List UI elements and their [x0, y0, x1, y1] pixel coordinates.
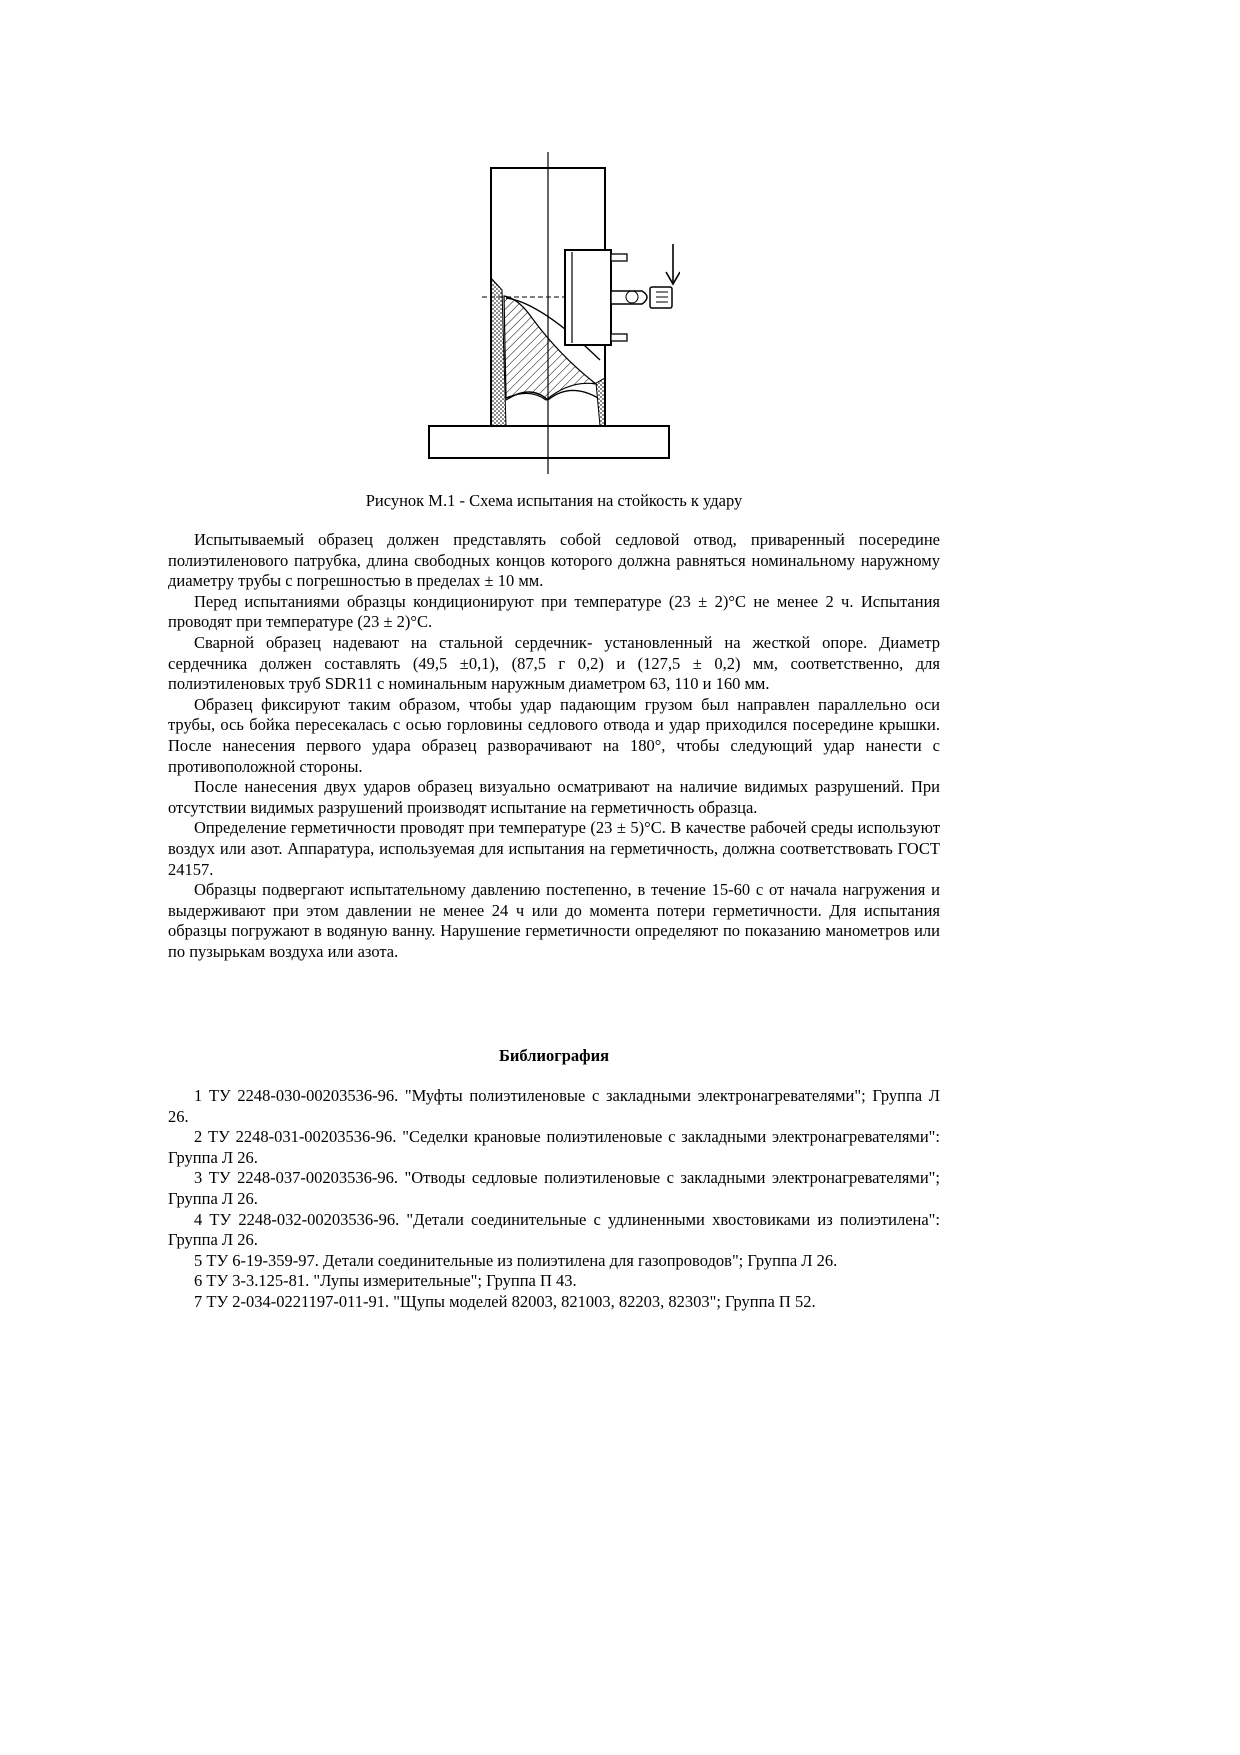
paragraph: Испытываемый образец должен представлять собой седловой отвод, приваренный посередине полиэтиленового патрубка, длина свободных концов которого должна равняться номинальному наружному диаметру трубы с погрешностью в пределах ± 10 мм.	[168, 530, 940, 591]
bibliography-item: 7 ТУ 2-034-0221197-011-91. "Щупы моделей 82003, 821003, 82203, 82303"; Группа П 52.	[194, 1291, 816, 1311]
paragraph: Определение герметичности проводят при температуре (23 ± 5)°С. В качестве рабочей среды используют воздух или азот. Аппаратура, используемая для испытания на герметичность, должна соответствовать ГОСТ 24157.	[168, 818, 940, 879]
paragraph: Перед испытаниями образцы кондиционируют при температуре (23 ± 2)°С не менее 2 ч. Испытания проводят при температуре (23 ± 2)°С.	[168, 591, 940, 632]
paragraph: Образцы подвергают испытательному давлению постепенно, в течение 15-60 с от начала нагружения и выдерживают при этом давлении не менее 24 ч или до момента потери герметичности. Для испытания образцы погружают в водяную ванну. Нарушение герметичности определяют по показанию манометров или по пузырькам воздуха или азота.	[168, 880, 940, 961]
bibliography-heading: Библиография	[498, 1046, 610, 1065]
pipe-wall-right	[596, 378, 605, 426]
bibliography-item: 2 ТУ 2248-031-00203536-96. "Седелки крановые полиэтиленовые с закладными электронагревателями": Группа Л 26.	[168, 1127, 940, 1167]
bibliography-item: 3 ТУ 2248-037-00203536-96. "Отводы седловые полиэтиленовые с закладными электронагревателями"; Группа Л 26.	[168, 1168, 940, 1208]
bibliography-item: 1 ТУ 2248-030-00203536-96. "Муфты полиэтиленовые с закладными электронагревателями"; Группа Л 26.	[168, 1086, 940, 1126]
bibliography-item: 5 ТУ 6-19-359-97. Детали соединительные из полиэтилена для газопроводов"; Группа Л 26.	[194, 1250, 838, 1270]
paragraph: После нанесения двух ударов образец визуально осматривают на наличие видимых разрушений. При отсутствии видимых разрушений производят испытание на герметичность образца.	[168, 777, 940, 817]
paragraph: Образец фиксируют таким образом, чтобы удар падающим грузом был направлен параллельно оси трубы, ось бойка пересекалась с осью горловины седлового отвода и удар приходился посередине крышки. После нанесения первого удара образец разворачивают на 180°, чтобы следующий удар нанести с противоположной стороны.	[168, 694, 940, 776]
figure-caption: Рисунок М.1 - Схема испытания на стойкость к удару	[365, 491, 743, 510]
bibliography-item: 4 ТУ 2248-032-00203536-96. "Детали соединительные с удлиненными хвостовиками из полиэтилена": Группа Л 26.	[168, 1209, 940, 1250]
paragraph: Сварной образец надевают на стальной сердечник- установленный на жесткой опоре. Диаметр сердечника должен составлять (49,5 ±0,1), (87,5 г 0,2) и (127,5 ± 0,2) мм, соответственно, для полиэтиленовых труб SDR11 с номинальным наружным диаметром 63, 110 и 160 мм.	[168, 632, 940, 694]
bibliography-item: 6 ТУ 3-3.125-81. "Лупы измерительные"; Группа П 43.	[194, 1271, 577, 1291]
base-plate	[429, 426, 669, 458]
bibliography-list	[168, 1086, 940, 1313]
lower-tab	[611, 334, 627, 341]
body-text	[168, 530, 940, 962]
impact-test-diagram	[420, 148, 680, 480]
impact-test-figure	[420, 148, 680, 480]
upper-tab	[611, 254, 627, 261]
